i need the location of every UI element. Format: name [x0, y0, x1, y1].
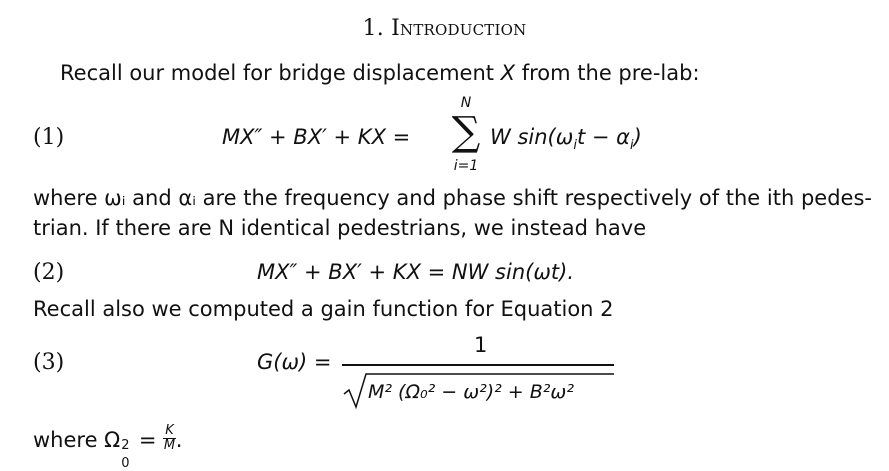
para4-sup: 2	[121, 438, 130, 453]
para4-fraction	[163, 424, 176, 453]
equation-2-number: (2)	[33, 260, 65, 285]
paragraph-2-line-2: trian. If there are N identical pedestrians, we instead have	[33, 216, 647, 240]
eq1-rhs-sub2: i	[629, 138, 634, 154]
para4-frac-num: K	[165, 422, 174, 438]
eq1-rhs-mid: t − α	[576, 125, 630, 149]
equation-3-fraction-bar	[342, 364, 614, 366]
section-number: 1.	[362, 16, 384, 41]
paragraph-3: Recall also we computed a gain function for Equation 2	[33, 297, 614, 321]
intro-text-after: from the pre-lab:	[515, 61, 700, 85]
para4-equals: =	[132, 428, 164, 452]
equation-2-body: MX″ + BX′ + KX = NW sin(ωt).	[257, 260, 575, 284]
equation-1-sum-upper: N	[460, 95, 472, 111]
eq1-rhs-sub: i	[573, 138, 577, 154]
equation-1-sum-symbol: ∑	[451, 109, 481, 155]
eq1-rhs-end: )	[633, 125, 642, 149]
equation-1-rhs	[490, 125, 642, 153]
equation-3-number: (3)	[33, 350, 65, 375]
intro-variable: X	[500, 61, 516, 85]
equation-3-numerator: 1	[474, 333, 488, 357]
para4-frac-den: M	[163, 437, 176, 453]
section-heading	[0, 16, 889, 41]
equation-3-lhs: G(ω) =	[257, 350, 332, 374]
equation-1-number: (1)	[33, 125, 65, 150]
para4-text-before: where Ω	[33, 428, 121, 452]
eq1-rhs-main: W sin(ω	[490, 125, 574, 149]
equation-3-denominator: M² (Ω₀² − ω²)² + B²ω²	[368, 381, 574, 403]
equation-1-lhs: MX″ + BX′ + KX =	[222, 125, 411, 149]
intro-text-before: Recall our model for bridge displacement	[60, 61, 501, 85]
equation-1-sum-lower: i=1	[453, 158, 479, 174]
paragraph-4	[33, 422, 183, 471]
section-title: Introduction	[391, 16, 527, 41]
para4-end: .	[175, 428, 183, 452]
intro-paragraph	[60, 61, 700, 85]
para4-sub: 0	[121, 456, 130, 471]
paragraph-2-line-1: where ωᵢ and αᵢ are the frequency and phase shift respectively of the ith pedes-	[33, 186, 872, 210]
